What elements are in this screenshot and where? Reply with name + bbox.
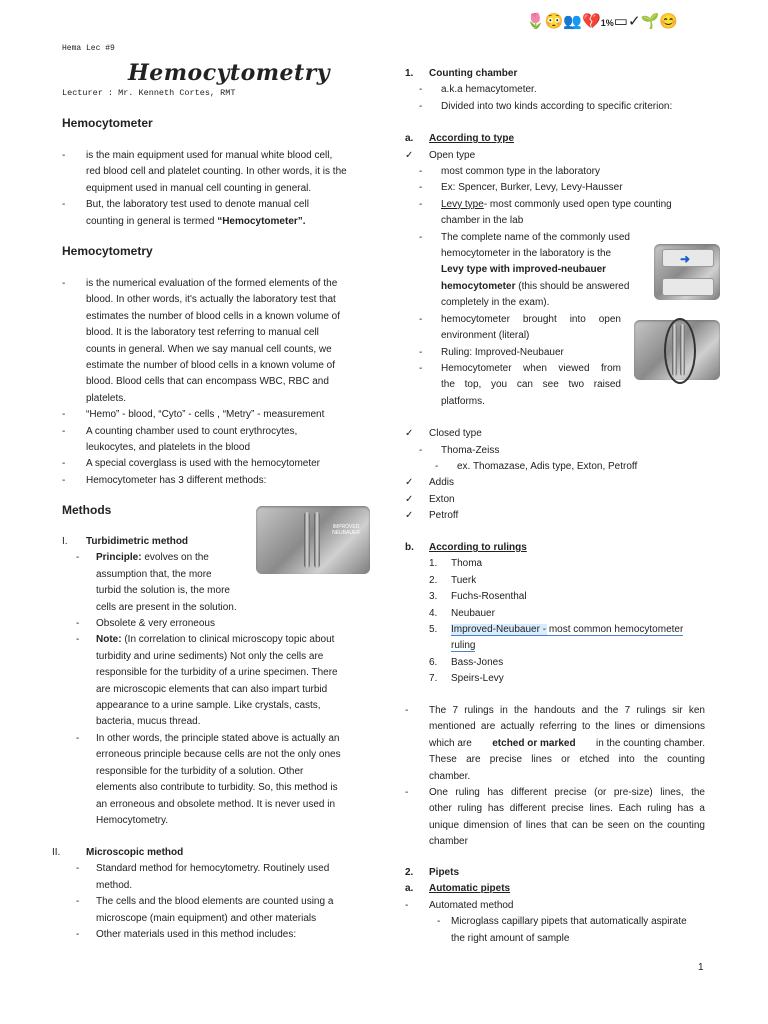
- list-number: 7.: [429, 673, 438, 685]
- text-line: other ruling has different precise lines. Each ruling has a: [429, 803, 705, 815]
- text-line: platforms.: [441, 395, 485, 407]
- subsection-title: According to rulings: [429, 542, 527, 553]
- text-line: Microglass capillary pipets that automatically aspirate: [451, 916, 687, 928]
- text-line: appearance to a urine sample. Like crystals, casts,: [96, 700, 321, 712]
- text-line: blood. Blood cells that can encompass WBC, RBC and: [86, 376, 329, 388]
- face-icon: 😳: [544, 13, 564, 30]
- section-number: 1.: [405, 68, 414, 79]
- text-line: Hemocytometry.: [96, 814, 169, 826]
- page-title: Hemocytometry: [128, 60, 331, 86]
- right-column-top: 1. Counting chamber - a.k.a hemacytometer. - Divided into two kinds according to specific criterion: a. According to type ✓ Open type - most common type in the laboratory - Ex: Spencer, Burker, Levy, Levy-Hausser - Levy type- most commonly used open type counting chamber in the lab - The complete name of the commonly used hemocytometer in the laboratory is the Levy type with improved-neubauer hemocytometer (this should be answered completely in the exam). - hemocytometer brought into open environment (literal) - Ruling: Improved-Neubauer - Hemocytometer when viewed from the top, you can see two raised platforms. ✓ Closed type - Thoma-Zeiss - ex. Thomazase, Adis type, Exton, Petroff ✓ Addis ✓ Exton ✓ Petroff: [405, 66, 715, 525]
- text-line: Obsolete & very erroneous: [96, 618, 215, 630]
- text-line: The complete name of the commonly used: [441, 231, 630, 243]
- list-number: 5.: [429, 624, 438, 636]
- pipets-section: 2. Pipets a. Automatic pipets - Automated method - Microglass capillary pipets that automatically aspirate the right amount of sample: [405, 865, 715, 947]
- text-line: Thoma-Zeiss: [441, 444, 500, 456]
- text-line: most common type in the laboratory: [441, 166, 600, 178]
- text-line: turbidity and urine sediments) Not only the cells are: [96, 650, 324, 662]
- text-line: Other materials used in this method includes:: [96, 929, 297, 941]
- method-title: Microscopic method: [86, 847, 184, 858]
- text-line: ex. Thomazase, Adis type, Exton, Petroff: [457, 460, 638, 472]
- bold-term: Note:: [96, 634, 122, 646]
- text-line: In other words, the principle stated above is actually an: [96, 732, 340, 744]
- text-line: estimates the number of blood cells in a known volume of: [86, 310, 341, 322]
- text-line: These are precise lines or etched into the counting: [429, 754, 705, 766]
- text-line: counts in general. When we say manual cell counts, we: [86, 343, 332, 355]
- list-number: 4.: [429, 607, 438, 619]
- hemocytometer-photo-3: [634, 320, 720, 380]
- subsection-label: a.: [405, 883, 414, 895]
- battery-icon: ▭: [613, 13, 628, 30]
- check-icon: ✓: [405, 477, 414, 489]
- text-line: chamber: [429, 836, 468, 848]
- text-line: Closed type: [429, 428, 482, 440]
- text-line: evolves on the: [141, 552, 209, 564]
- list-item: Neubauer: [451, 607, 495, 619]
- lecturer: Lecturer : Mr. Kenneth Cortes, RMT: [62, 88, 236, 98]
- subsection-label: a.: [405, 133, 414, 145]
- section-title: Pipets: [429, 867, 460, 878]
- text-line: One ruling has different precise (or pre-size) lines, the: [429, 787, 705, 799]
- subsection-label: b.: [405, 542, 414, 553]
- people-icon: 👥: [563, 13, 583, 30]
- text-line: chamber in the lab: [441, 215, 524, 227]
- text-line: Exton: [429, 493, 455, 505]
- section-title: Counting chamber: [429, 68, 518, 79]
- text-line: red blood cell and platelet counting. In other words, it is the: [86, 166, 347, 178]
- text-line: microscope (main equipment) and other materials: [96, 912, 317, 924]
- text-line: Standard method for hemocytometry. Routinely used: [96, 863, 330, 875]
- lecture-tag: Hema Lec #9: [62, 44, 115, 53]
- method-title: Turbidimetric method: [86, 536, 189, 547]
- text-line: is the numerical evaluation of the formed elements of the: [86, 278, 338, 289]
- text-line: the right amount of sample: [451, 932, 570, 944]
- text-line: equipment used in manual cell counting in general.: [86, 182, 312, 194]
- list-item: Tuerk: [451, 574, 477, 586]
- page-number: 1: [698, 962, 704, 973]
- heart-icon: 💔: [582, 13, 601, 30]
- text-line: - most commonly used open type counting: [483, 198, 672, 210]
- hemocytometer-heading: Hemocytometer: [62, 116, 153, 130]
- hemocytometry-bullets: - is the numerical evaluation of the formed elements of the blood. In other words, it's actually the laboratory test that estimates the number of blood cells in a known volume of blood. It is the laboratory test referring to manual cell counts in general. When we say manual cell counts, we estimate the number of blood cells in a known volume of blood. Blood cells that can encompass WBC, RBC and platelets. - “Hemo” - blood, “Cyto” - cells , “Metry” - measurement - A counting chamber used to count erythrocytes, leukocytes, and platelets in the blood - A special coverglass is used with the hemocytometer - Hemocytometer has 3 different methods:: [62, 276, 361, 489]
- method-number: II.: [52, 847, 61, 858]
- check-icon: ✓: [405, 428, 414, 440]
- text-line: blood. It is the laboratory test referring to manual cell: [86, 327, 319, 339]
- subsection-title: According to type: [429, 133, 515, 145]
- list-item: Bass-Jones: [451, 656, 504, 668]
- flower-icon: 🌷: [526, 13, 545, 30]
- text-line: turbid the solution is, the more: [96, 585, 230, 597]
- text-line: estimate the number of blood cells in a known volume of: [86, 360, 336, 372]
- list-item-highlighted: ruling: [451, 640, 476, 652]
- list-number: 3.: [429, 591, 438, 603]
- bold-term: etched or marked: [492, 737, 576, 749]
- method-number: I.: [62, 536, 68, 547]
- check-icon: ✓: [405, 493, 414, 505]
- text-line: counting in general is termed: [86, 215, 218, 227]
- hemocytometer-photo-2: [654, 244, 720, 300]
- text-line: platelets.: [86, 392, 127, 404]
- list-item: Speirs-Levy: [451, 673, 504, 685]
- smile-icon: 😊: [659, 13, 678, 30]
- text-line: (this should be answered: [515, 280, 630, 292]
- emoji-strip: [526, 12, 711, 34]
- text-line: mentioned are actually referring to the lines or dimensions: [429, 721, 705, 733]
- text-line: unique dimension of lines that can be seen on the counting: [429, 819, 705, 831]
- plant-icon: 🌱: [640, 13, 660, 30]
- rulings-section: [405, 540, 715, 688]
- text-line: assumption that, the more: [96, 568, 212, 580]
- text-line: elements also contribute to turbidity. So, this method is: [96, 782, 338, 794]
- text-line: The 7 rulings in the handouts and the 7 rulings sir ken: [429, 705, 705, 716]
- hemocytometry-heading: Hemocytometry: [62, 244, 153, 258]
- check-icon: ✓: [405, 510, 414, 522]
- text-line: Addis: [429, 477, 455, 489]
- text-line: Hemocytometer has 3 different methods:: [86, 474, 267, 486]
- text-line: Divided into two kinds according to specific criterion:: [441, 100, 673, 112]
- text-line: hemocytometer brought into open: [441, 313, 621, 325]
- list-item: Thoma: [451, 558, 483, 570]
- bold-term: Principle:: [96, 552, 142, 564]
- text-line: completely in the exam).: [441, 297, 550, 309]
- rulings-list: [405, 556, 715, 687]
- text-line: is the main equipment used for manual white blood cell,: [86, 150, 333, 161]
- text-line: The cells and the blood elements are counted using a: [96, 896, 334, 908]
- photo-label: IMPROVED NEUBAUER: [332, 524, 360, 536]
- list-number: 1.: [429, 558, 438, 570]
- bold-term: “Hemocytometer”.: [217, 215, 306, 227]
- subsection-title: Automatic pipets: [429, 883, 511, 895]
- text-line: a.k.a hemacytometer.: [441, 84, 537, 96]
- text-line: leukocytes, and platelets in the blood: [86, 442, 250, 454]
- underlined-term: Levy type: [441, 198, 484, 210]
- text-line: environment (literal): [441, 330, 530, 342]
- text-line: But, the laboratory test used to denote manual cell: [86, 199, 309, 211]
- list-item-highlighted: Improved-Neubauer - most common hemocytometer: [451, 624, 684, 636]
- text-line: Ruling: Improved-Neubauer: [441, 346, 564, 358]
- text-line: “Hemo” - blood, “Cyto” - cells , “Metry” - measurement: [86, 409, 325, 421]
- text-line: erroneous principle because cells are not the only ones: [96, 749, 341, 761]
- section-number: 2.: [405, 867, 414, 878]
- percent-text: 1%: [600, 18, 614, 28]
- text-line: responsible for the turbidity of a urine specimen. There: [96, 667, 338, 679]
- bold-term: Levy type with improved-neubauer: [441, 264, 607, 276]
- text-line: chamber.: [429, 770, 471, 782]
- text-line: method.: [96, 879, 133, 891]
- text-line: in the counting chamber.: [596, 737, 705, 749]
- text-line: bacteria, mucus thread.: [96, 716, 201, 728]
- text-line: (In correlation to clinical microscopy topic about: [121, 634, 335, 646]
- arrow-icon: ➜: [680, 252, 691, 266]
- text-line: A counting chamber used to count erythrocytes,: [86, 425, 298, 437]
- text-line: Automated method: [429, 899, 514, 911]
- text-line: Hemocytometer when viewed from: [441, 362, 621, 374]
- method-2: II. Microscopic method - Standard method for hemocytometry. Routinely used method. - The cells and the blood elements are counted using a microscope (main equipment) and other materials - Other materials used in this method includes:: [52, 845, 362, 943]
- text-line: hemocytometer in the laboratory is the: [441, 248, 612, 260]
- rulings-notes: - The 7 rulings in the handouts and the 7 rulings sir ken mentioned are actually referring to the lines or dimensions which are etched or marked in the counting chamber. These are precise lines or etched into the counting chamber. - One ruling has different precise (or pre-size) lines, the other ruling has different precise lines. Each ruling has a unique dimension of lines that can be seen on the counting chamber: [405, 703, 705, 851]
- text-line: the top, you can see two raised: [441, 379, 621, 391]
- list-number: 2.: [429, 574, 438, 586]
- list-number: 6.: [429, 656, 438, 668]
- bold-term: hemocytometer: [441, 280, 516, 292]
- list-item: Fuchs-Rosenthal: [451, 591, 527, 603]
- text-line: are microscopic elements that can also impart turbid: [96, 683, 328, 695]
- text-line: blood. In other words, it's actually the laboratory test that: [86, 294, 336, 306]
- text-line: responsible for the turbidity of a solution. Other: [96, 765, 304, 777]
- text-line: Ex: Spencer, Burker, Levy, Levy-Hausser: [441, 182, 623, 194]
- hemocytometer-bullets: - is the main equipment used for manual white blood cell, red blood cell and platelet counting. In other words, it is the equipment used in manual cell counting in general. - But, the laboratory test used to denote manual cell counting in general is termed “Hemocytometer”.: [62, 148, 362, 230]
- method-1: I. Turbidimetric method - Principle: evolves on the assumption that, the more turbid the solution is, the more cells are present in the solution. - Obsolete & very erroneous - Note: (In correlation to clinical microscopy topic about turbidity and urine sediments) Not only the cells are responsible for the turbidity of a urine specimen. There are microscopic elements that can also impart turbid appearance to a urine sample. Like crystals, casts, bacteria, mucus thread. - In other words, the principle stated above is actually an erroneous principle because cells are not the only ones responsible for the turbidity of a solution. Other elements also contribute to turbidity. So, this method is an erroneous and obsolete method. It is never used in Hemocytometry.: [62, 534, 362, 829]
- text-line: cells are present in the solution.: [96, 601, 237, 613]
- check-icon: ✓: [627, 13, 641, 30]
- text-line: Petroff: [429, 510, 459, 522]
- text-line: A special coverglass is used with the hemocytometer: [86, 458, 320, 470]
- text-line: which are: [429, 737, 472, 749]
- methods-heading: Methods: [62, 503, 112, 517]
- text-line: an erroneous and obsolete method. It is never used in: [96, 798, 336, 810]
- check-icon: ✓: [405, 149, 414, 161]
- text-line: Open type: [429, 149, 476, 161]
